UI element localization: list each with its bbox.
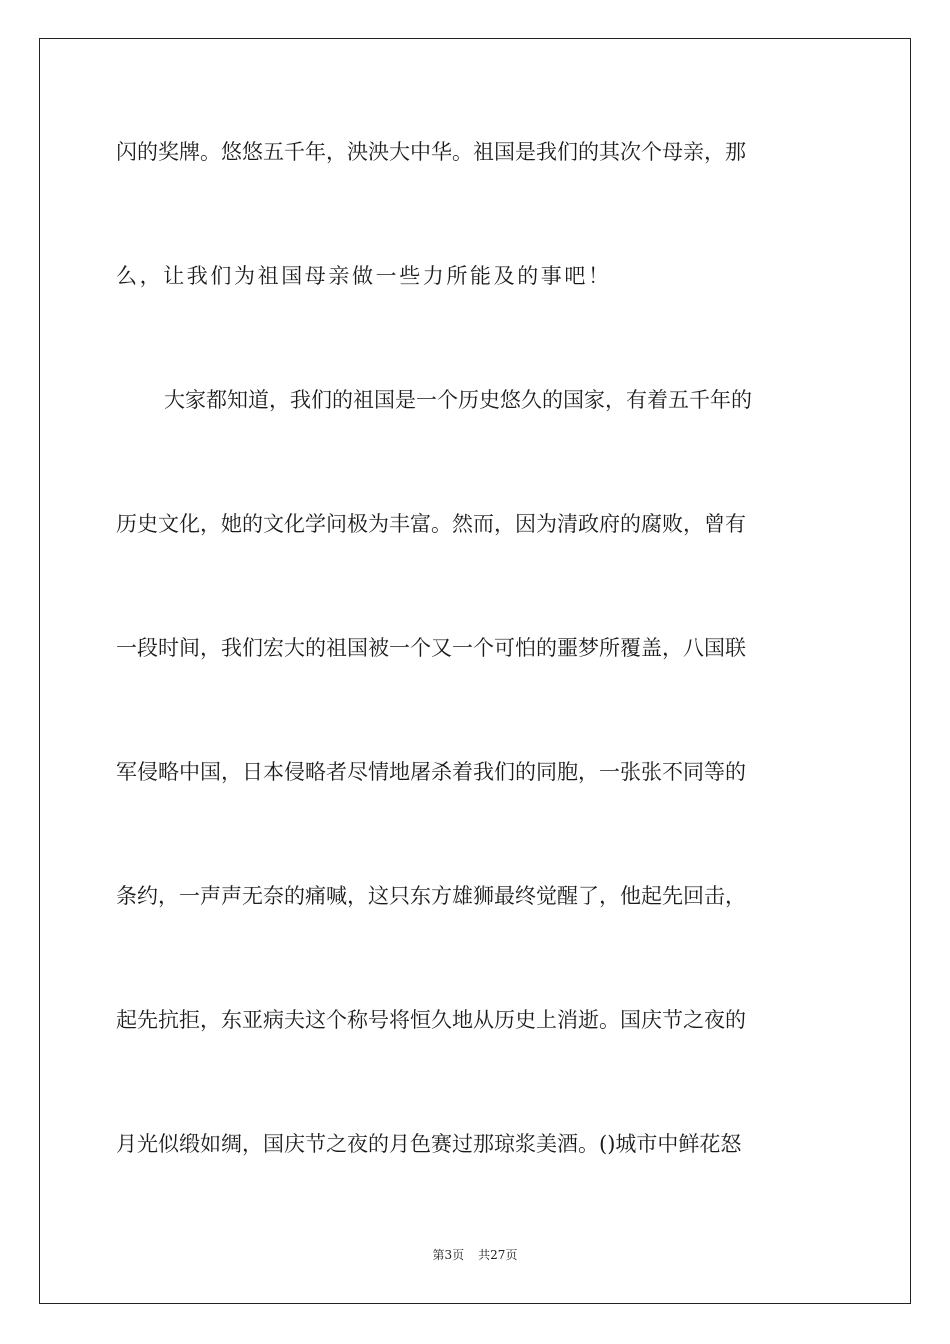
text-line: 么，让我们为祖国母亲做一些力所能及的事吧！ (116, 264, 612, 288)
text-line: 一段时间，我们宏大的祖国被一个又一个可怕的噩梦所覆盖，八国联 (116, 636, 746, 660)
page-footer (0, 1247, 950, 1263)
text-line: 条约，一声声无奈的痛喊，这只东方雄狮最终觉醒了，他起先回击， (116, 884, 746, 908)
text-line: 闪的奖牌。悠悠五千年，泱泱大中华。祖国是我们的其次个母亲，那 (116, 140, 746, 164)
text-line: 起先抗拒，东亚病夫这个称号将恒久地从历史上消逝。国庆节之夜的 (116, 1008, 746, 1032)
current-page-number: 第3页 (432, 1248, 465, 1262)
page-border (39, 38, 911, 1304)
text-line: 历史文化，她的文化学问极为丰富。然而，因为清政府的腐败，曾有 (116, 512, 746, 536)
text-line: 月光似缎如绸，国庆节之夜的月色赛过那琼浆美酒。()城市中鲜花怒 (116, 1132, 742, 1156)
paragraph-first-line: 大家都知道，我们的祖国是一个历史悠久的国家，有着五千年的 (164, 388, 752, 412)
text-line: 军侵略中国，日本侵略者尽情地屠杀着我们的同胞，一张张不同等的 (116, 760, 746, 784)
total-pages: 共27页 (478, 1248, 518, 1262)
